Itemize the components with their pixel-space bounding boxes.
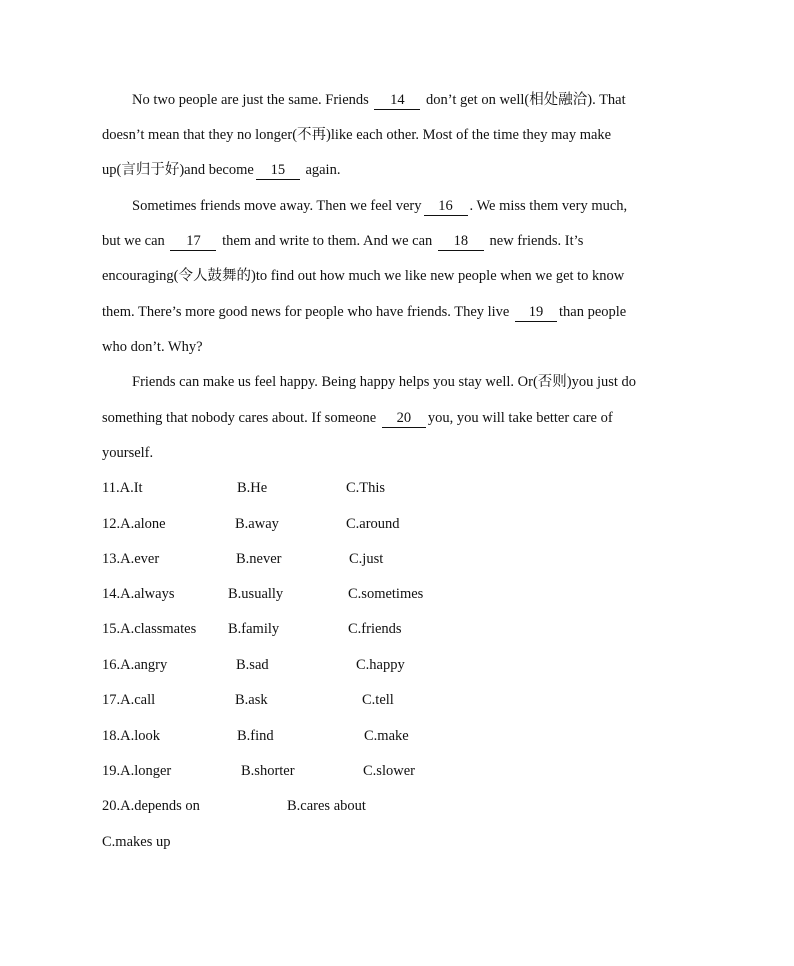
paragraph-2-line-5: who don’t. Why? [102, 339, 203, 355]
option-a: 15.A.classmates [102, 621, 197, 637]
text: don’t get on well(相处融洽). That [422, 92, 626, 108]
option-a: 17.A.call [102, 692, 156, 708]
blank-16: 16 [424, 198, 468, 216]
option-b: B.cares about [287, 798, 366, 814]
option-c: C.make [364, 728, 409, 744]
paragraph-1-line-2: doesn’t mean that they no longer(不再)like each other. Most of the time they may make [102, 127, 612, 143]
paragraph-1-line-3 [102, 160, 340, 180]
blank-18: 18 [438, 233, 484, 251]
paragraph-3-line-2 [102, 408, 613, 428]
text: but we can [102, 233, 169, 249]
option-b: B.away [235, 516, 279, 532]
option-c: C.makes up [102, 834, 171, 850]
option-c: C.sometimes [348, 586, 424, 602]
paragraph-2-line-2 [102, 231, 583, 251]
text: something that nobody cares about. If someone [102, 410, 380, 426]
option-c: C.happy [356, 657, 405, 673]
text: Sometimes friends move away. Then we feel very [132, 198, 422, 214]
option-a: 20.A.depends on [102, 798, 200, 814]
option-a: 14.A.always [102, 586, 175, 602]
paragraph-3-line-3: yourself. [102, 445, 154, 461]
option-a: 16.A.angry [102, 657, 168, 673]
text: No two people are just the same. Friends [132, 92, 373, 108]
text: you, you will take better care of [427, 410, 613, 426]
blank-14: 14 [374, 92, 420, 110]
paragraph-3-line-1: Friends can make us feel happy. Being happy helps you stay well. Or(否则)you just do [132, 374, 637, 390]
option-b: B.sad [236, 657, 269, 673]
option-a: 18.A.look [102, 728, 160, 744]
option-a: 12.A.alone [102, 516, 166, 532]
option-c: C.This [346, 480, 386, 496]
option-a: 13.A.ever [102, 551, 160, 567]
paragraph-2-line-1 [132, 196, 627, 216]
option-b: B.family [228, 621, 280, 637]
option-c: C.tell [362, 692, 394, 708]
option-b: B.ask [235, 692, 268, 708]
blank-20: 20 [382, 410, 426, 428]
option-c: C.just [349, 551, 384, 567]
text: them. There’s more good news for people who have friends. They live [102, 304, 513, 320]
text: . We miss them very much, [469, 198, 628, 214]
blank-19: 19 [515, 304, 557, 322]
option-b: B.find [237, 728, 274, 744]
paragraph-2-line-4 [102, 302, 626, 322]
option-a: 11.A.It [102, 480, 143, 496]
paragraph-1-line-1 [132, 90, 626, 110]
option-b: B.never [236, 551, 282, 567]
blank-17: 17 [170, 233, 216, 251]
option-b: B.shorter [241, 763, 295, 779]
option-b: B.usually [228, 586, 284, 602]
option-c: C.around [346, 516, 400, 532]
text: new friends. It’s [485, 233, 584, 249]
text: them and write to them. And we can [218, 233, 436, 249]
option-c: C.slower [363, 763, 415, 779]
text: than people [559, 304, 627, 320]
blank-15: 15 [256, 162, 300, 180]
option-a: 19.A.longer [102, 763, 172, 779]
paragraph-2-line-3: encouraging(令人鼓舞的)to find out how much we like new people when we get to know [102, 268, 625, 284]
text: up(言归于好)and become [102, 162, 254, 178]
text: again. [301, 162, 341, 178]
option-c: C.friends [348, 621, 402, 637]
option-b: B.He [237, 480, 268, 496]
